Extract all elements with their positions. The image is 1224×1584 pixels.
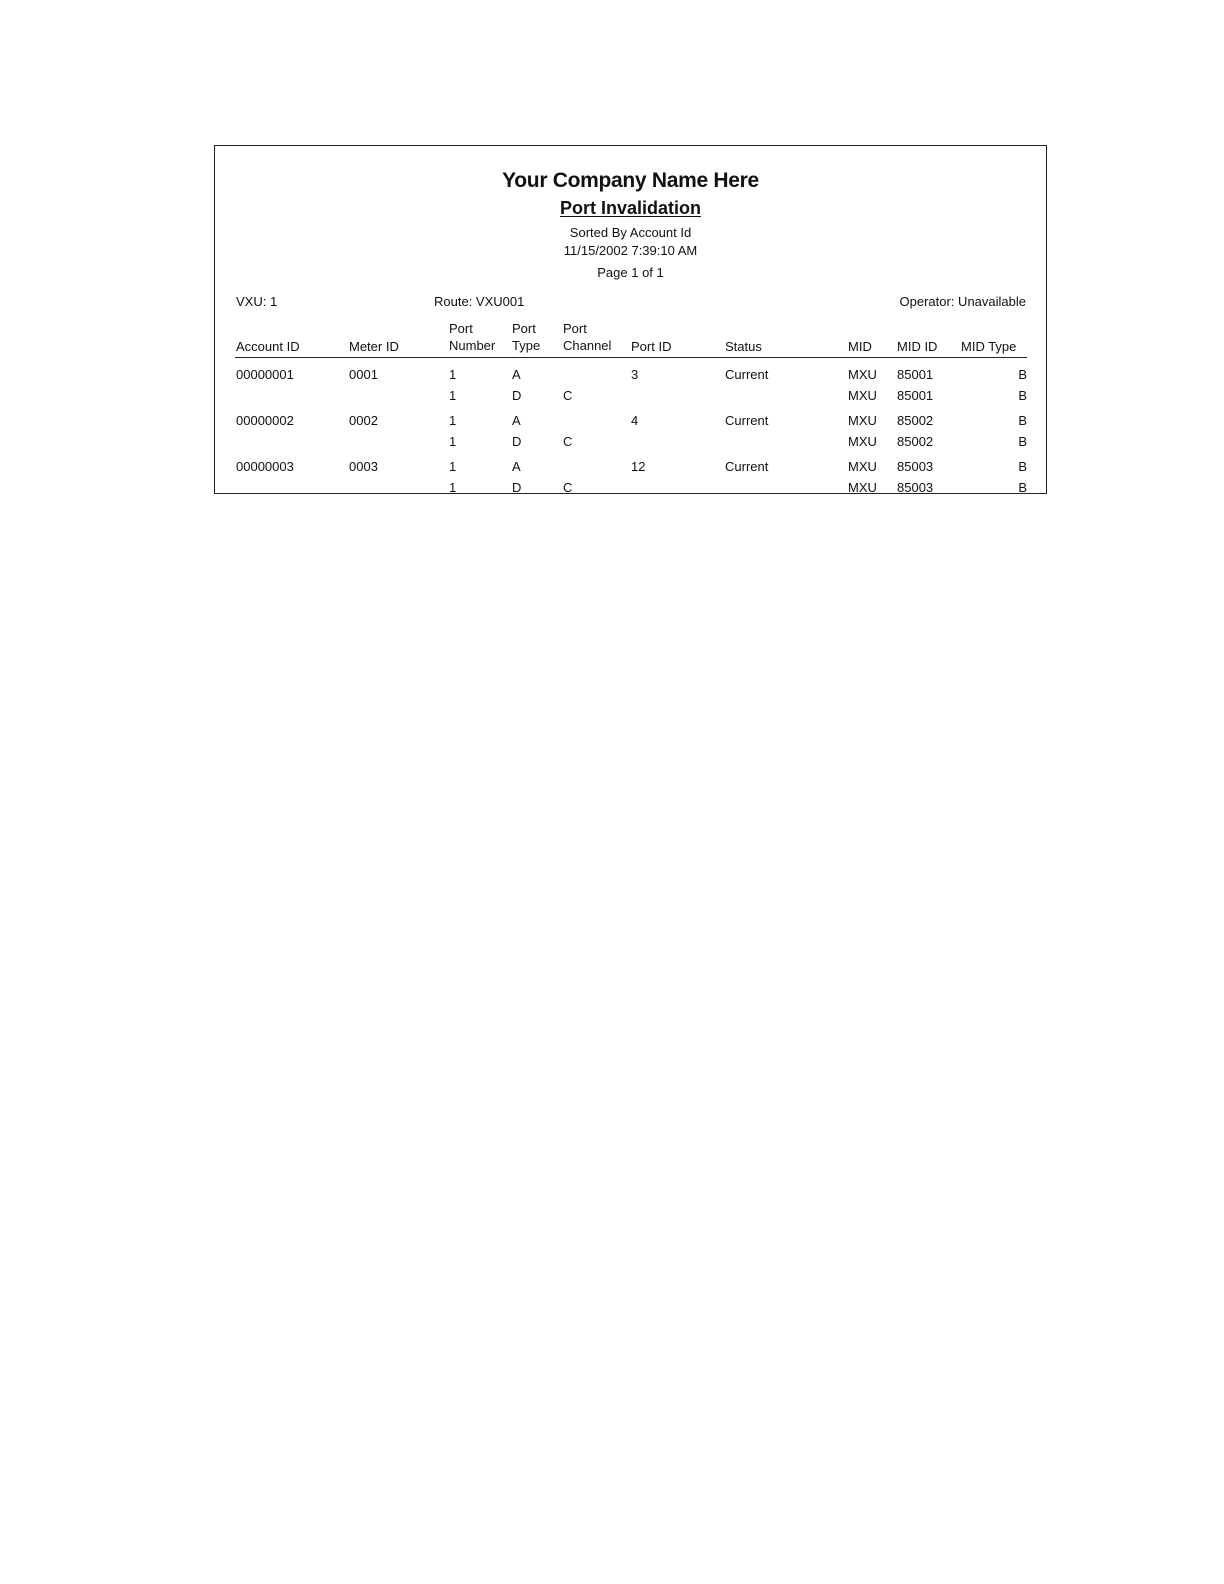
- header-port-channel-line2: Channel: [563, 338, 612, 353]
- cell-port-number: 1: [449, 388, 457, 403]
- cell-mid-id: 85003: [897, 480, 934, 494]
- cell-mid: MXU: [848, 434, 877, 449]
- header-meter-id: Meter ID: [349, 339, 399, 354]
- header-port-number: [449, 320, 495, 354]
- cell-port-type: A: [512, 459, 521, 474]
- cell-status: Current: [725, 459, 769, 474]
- cell-mid: MXU: [848, 480, 877, 494]
- company-name: Your Company Name Here: [502, 169, 759, 192]
- cell-port-channel: C: [563, 480, 573, 494]
- cell-mid: MXU: [848, 459, 877, 474]
- header-mid-type: MID Type: [961, 339, 1017, 354]
- cell-port-type: D: [512, 480, 522, 494]
- cell-port-number: 1: [449, 367, 457, 382]
- header-port-channel-line1: Port: [563, 321, 587, 336]
- cell-port-number: 1: [449, 480, 457, 494]
- header-port-type: [512, 320, 540, 354]
- report-title-text: Port Invalidation: [559, 198, 701, 218]
- cell-port-channel: C: [563, 388, 573, 403]
- cell-mid-id: 85002: [897, 434, 934, 449]
- cell-mid: MXU: [848, 413, 877, 428]
- cell-port-id: 4: [631, 413, 639, 428]
- cell-port-number: 1: [449, 434, 457, 449]
- cell-account-id: 00000001: [236, 367, 294, 382]
- cell-port-type: D: [512, 434, 522, 449]
- cell-mid-type: B: [1018, 480, 1027, 494]
- cell-mid-id: 85001: [897, 388, 934, 403]
- route-label: Route: VXU001: [434, 294, 525, 309]
- cell-status: Current: [725, 367, 769, 382]
- cell-account-id: 00000003: [236, 459, 294, 474]
- cell-port-number: 1: [449, 413, 457, 428]
- cell-mid-type: B: [1018, 434, 1027, 449]
- cell-account-id: 00000002: [236, 413, 294, 428]
- cell-status: Current: [725, 413, 769, 428]
- header-status: Status: [725, 339, 762, 354]
- report-title: [215, 197, 1046, 219]
- header-port-number-line1: Port: [449, 321, 473, 336]
- cell-meter-id: 0003: [349, 459, 378, 474]
- cell-mid-id: 85002: [897, 413, 934, 428]
- cell-mid-id: 85003: [897, 459, 934, 474]
- header-mid-id: MID ID: [897, 339, 938, 354]
- header-port-type-line2: Type: [512, 338, 541, 353]
- report-datetime: 11/15/2002 7:39:10 AM: [563, 243, 698, 258]
- vxu-label: VXU: 1: [236, 294, 278, 309]
- cell-mid-type: B: [1018, 367, 1027, 382]
- header-mid: MID: [848, 339, 872, 354]
- cell-port-number: 1: [449, 459, 457, 474]
- cell-mid: MXU: [848, 388, 877, 403]
- header-port-channel: [563, 320, 611, 354]
- header-port-id: Port ID: [631, 339, 672, 354]
- cell-port-id: 12: [631, 459, 646, 474]
- cell-port-type: A: [512, 367, 521, 382]
- cell-port-channel: C: [563, 434, 573, 449]
- header-port-number-line2: Number: [449, 338, 496, 353]
- cell-mid: MXU: [848, 367, 877, 382]
- cell-mid-type: B: [1018, 413, 1027, 428]
- header-divider: [235, 357, 1027, 358]
- operator-label: Operator: Unavailable: [899, 294, 1026, 309]
- cell-port-type: D: [512, 388, 522, 403]
- cell-mid-type: B: [1018, 459, 1027, 474]
- report-page: [214, 145, 1047, 494]
- page-indicator: Page 1 of 1: [597, 265, 664, 280]
- header-account-id: Account ID: [236, 339, 300, 354]
- cell-port-type: A: [512, 413, 521, 428]
- cell-mid-type: B: [1018, 388, 1027, 403]
- cell-meter-id: 0002: [349, 413, 378, 428]
- header-port-type-line1: Port: [512, 321, 536, 336]
- sort-description: Sorted By Account Id: [569, 225, 692, 240]
- cell-meter-id: 0001: [349, 367, 378, 382]
- cell-port-id: 3: [631, 367, 639, 382]
- cell-mid-id: 85001: [897, 367, 934, 382]
